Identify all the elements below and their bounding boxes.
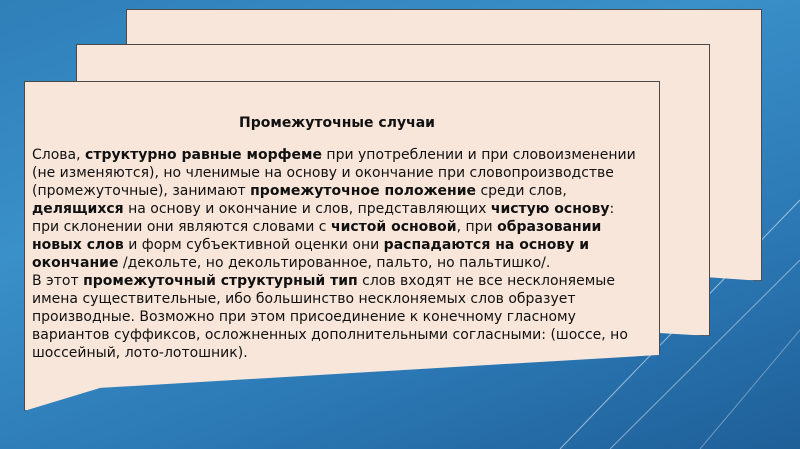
body-text: на основу и окончание и слов, представляющих: [123, 201, 491, 217]
emphasis-text: чистой основой: [330, 219, 457, 235]
body-text: : при склонении они являются словами с: [32, 201, 615, 235]
emphasis-text: структурно равные морфеме: [85, 147, 322, 163]
emphasis-text: делящихся: [32, 201, 124, 217]
body-text: при употреблении и при словоизменении (не изменяются), но членимые на основу и окончание при словопроизводстве (промежуточные), занимают: [32, 147, 636, 199]
body-text: В этот: [32, 273, 84, 289]
slide-content: [32, 114, 642, 362]
emphasis-text: распадаются на основу и окончание: [32, 237, 590, 271]
emphasis-text: образовании новых слов: [32, 219, 602, 253]
slide-title: Промежуточные случаи: [239, 115, 435, 131]
emphasis-text: промежуточный структурный тип: [83, 273, 358, 289]
body-text: и форм субъективной оценки они: [123, 237, 384, 253]
emphasis-text: чистую основу: [490, 201, 610, 217]
body-text: , при: [456, 219, 498, 235]
body-text: /декольте, но декольтированное, пальто, но пальтишко/.: [118, 255, 551, 271]
paragraph-1: [32, 146, 642, 272]
emphasis-text: промежуточное положение: [250, 183, 477, 199]
body-text: среди слов,: [476, 183, 567, 199]
body-text: Слова,: [32, 147, 86, 163]
body-text: слов входят не все несклоняемые имена существительные, ибо большинство несклоняемых слов образует производные. Возможно при этом присоединение к конечному гласному вариантов суффиксов, осложненных дополнительными согласными: (шоссе, но шоссейный, лото-лотошник).: [32, 273, 628, 361]
paragraph-2: [32, 272, 642, 362]
